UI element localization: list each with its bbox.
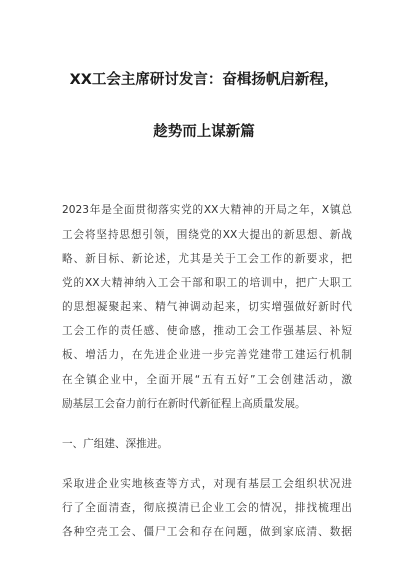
section-heading: 一、广组建、深推进。	[62, 438, 168, 450]
document-title-line-2: 趁势而上谋新篇	[153, 124, 255, 140]
paragraph-1-line: 2023年是全面贯彻落实党的XX大精神的开局之年，X镇总	[62, 204, 352, 216]
paragraph-1-line: 略、新目标、新论述，尤其是关于工会工作的新要求，把	[62, 253, 352, 265]
paragraph-1-line: 励基层工会奋力前行在新时代新征程上高质量发展。	[62, 398, 306, 410]
paragraph-1-line: 工会工作的责任感、使命感，推动工会工作强基层、补短	[62, 325, 352, 337]
paragraph-1-line: 的思想凝聚起来、精气神调动起来，切实增强做好新时代	[62, 301, 352, 313]
paragraph-2-line: 各种空壳工会、僵尸工会和存在问题，做到家底清、数据	[62, 526, 352, 538]
paragraph-2-line: 行了全面清查，彻底摸清已企业工会的情况，排找梳理出	[62, 502, 352, 514]
paragraph-1-line: 党的XX大精神纳入工会干部和职工的培训中，把广大职工	[62, 277, 352, 289]
paragraph-1-line: 板、增活力，在先进企业进一步完善党建带工建运行机制	[62, 349, 352, 361]
document-title-line-1: XX工会主席研讨发言：奋楫扬帆启新程，	[69, 72, 339, 88]
paragraph-1-line: 在全镇企业中，全面开展“五有五好”工会创建活动，激	[62, 374, 352, 386]
paragraph-1-line: 工会将坚持思想引领，围绕党的XX大提出的新思想、新战	[62, 229, 352, 241]
paragraph-2-line: 采取进企业实地核查等方式，对现有基层工会组织状况进	[62, 478, 352, 490]
